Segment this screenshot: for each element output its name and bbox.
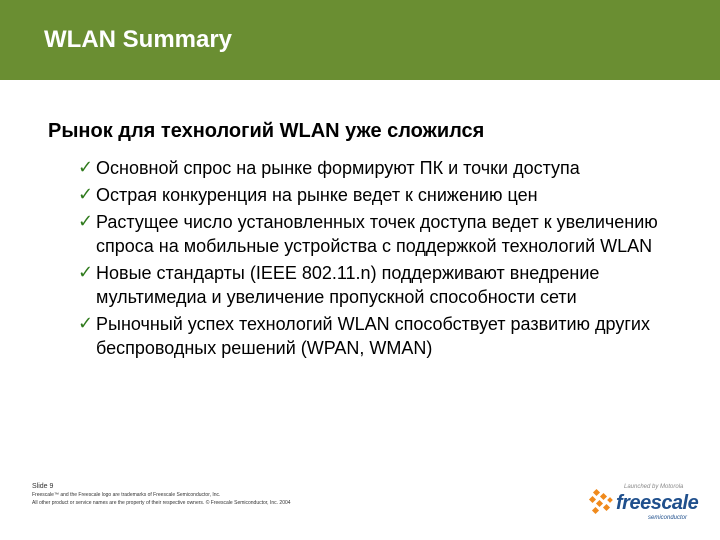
logo-subtitle: semiconductor (648, 515, 688, 521)
bullet-item (78, 183, 678, 207)
trademark-notice: Freescale™ and the Freescale logo are trademarks of Freescale Semiconductor, Inc. (32, 492, 221, 498)
bullet-text: Новые стандарты (IEEE 802.11.n) поддерживают внедрение мультимедиа и увеличение пропускной способности сети (96, 263, 600, 307)
slide-title: WLAN Summary (44, 26, 233, 53)
bullet-list (78, 156, 678, 363)
freescale-logo (588, 484, 708, 528)
checkmark-icon: ✓ (78, 313, 94, 334)
bullet-item (78, 261, 678, 309)
freescale-mark-icon (588, 488, 618, 518)
bullet-item (78, 312, 678, 360)
slide-number: Slide 9 (32, 483, 54, 490)
logo-name: freescale (616, 492, 699, 514)
logo-tagline: Launched by Motorola (624, 484, 684, 490)
bullet-text: Растущее число установленных точек доступа ведет к увеличению спроса на мобильные устройства с поддержкой технологий WLAN (96, 212, 658, 256)
checkmark-icon: ✓ (78, 184, 94, 205)
bullet-text: Острая конкуренция на рынке ведет к снижению цен (96, 185, 538, 205)
slide-heading: Рынок для технологий WLAN уже сложился (48, 120, 485, 142)
bullet-text: Основной спрос на рынке формируют ПК и точки доступа (96, 158, 580, 178)
checkmark-icon: ✓ (78, 211, 94, 232)
checkmark-icon: ✓ (78, 157, 94, 178)
checkmark-icon: ✓ (78, 262, 94, 283)
bullet-item (78, 156, 678, 180)
rights-notice: All other product or service names are the property of their respective owners. © Freescale Semiconductor, Inc. 2004 (32, 500, 291, 506)
bullet-item (78, 210, 678, 258)
bullet-text: Рыночный успех технологий WLAN способствует развитию других беспроводных решений (WPAN, WMAN) (96, 314, 650, 358)
title-bar (0, 0, 720, 80)
